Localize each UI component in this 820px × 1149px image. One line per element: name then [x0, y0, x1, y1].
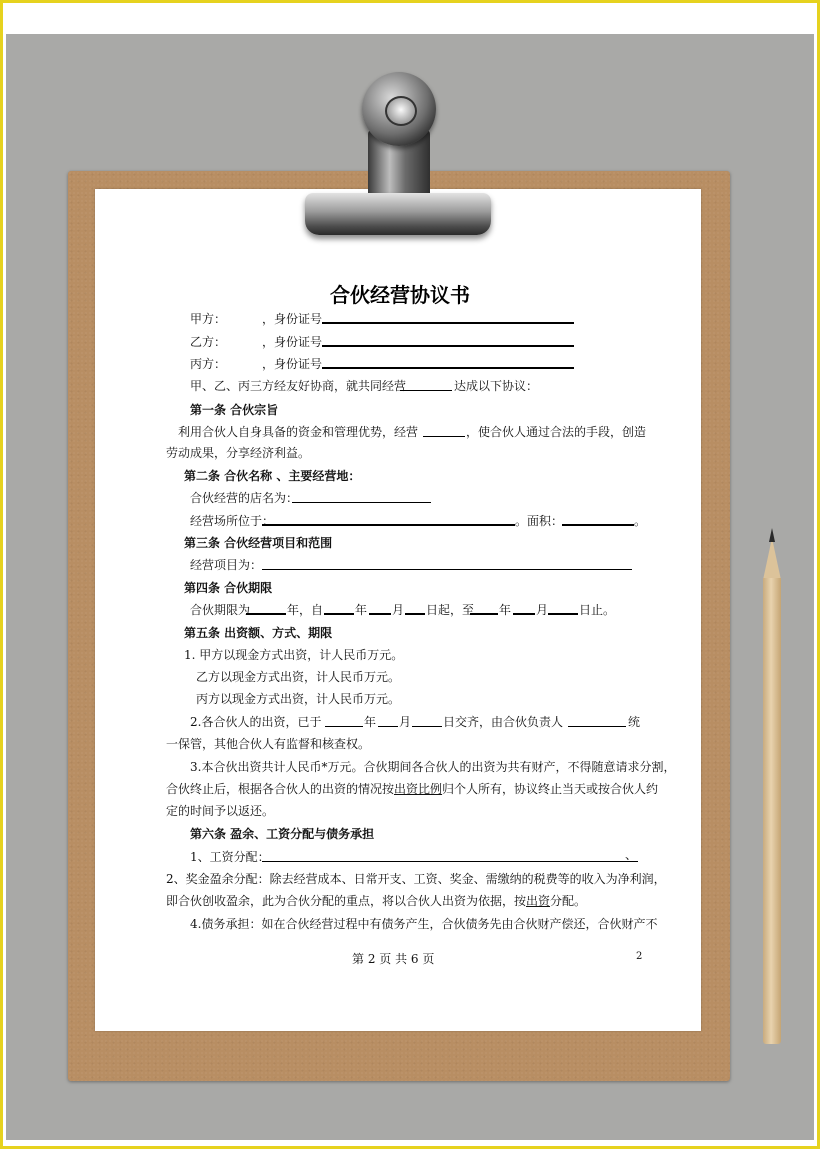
term-blank-4 [405, 613, 425, 615]
shop-name-label: 合伙经营的店名为： [190, 491, 299, 505]
intro-text: 甲、乙、丙三方经友好协商，就共同经营 [190, 379, 407, 393]
capital-blank-day [412, 726, 442, 727]
article-1-heading: 第一条 合伙宗旨 [190, 403, 279, 417]
location-blank [262, 524, 515, 526]
party-b-id-label: ，身份证号 [262, 335, 323, 349]
bonus-text-b-1: 即合伙创收盈余，此为合伙分配的重点，将以合伙人出资为依据，按 [166, 894, 527, 908]
capital-p3-a: 3.本合伙出资共计人民币*万元。合伙期间各合伙人的出资为共有财产，不得随意请求分割， [190, 760, 676, 774]
intro-blank [400, 390, 452, 391]
capital-p2-e: 统 [628, 715, 641, 729]
area-blank [562, 524, 634, 526]
party-b-id-blank [322, 345, 574, 347]
article-1-text: 利用合伙人自身具备的资金和管理优势，经营 [178, 425, 419, 439]
article-1-blank [423, 436, 465, 437]
business-items-blank [262, 569, 632, 570]
shop-name-blank [292, 502, 431, 503]
capital-p2-f: 一保管，其他合伙人有监督和核查权。 [166, 737, 371, 751]
party-a-id-blank [322, 322, 574, 324]
capital-blank-month [378, 726, 398, 727]
capital-p3-b-1: 合伙终止后，根据各合伙人的出资的情况按 [166, 782, 395, 796]
area-label: 。面积： [515, 514, 564, 528]
capital-blank-year [325, 726, 363, 727]
business-items-label: 经营项目为： [190, 558, 263, 572]
location-label: 经营场所位于： [190, 514, 275, 528]
clip-hole [385, 96, 417, 126]
bonus-text-b-underlined: 出资 [526, 894, 551, 908]
capital-p2-d: 日交齐，由合伙负责人 [443, 715, 564, 729]
article-4-heading: 第四条 合伙期限 [184, 581, 273, 595]
party-c-id-blank [322, 367, 574, 369]
debt-text: 4.债务承担：如在合伙经营过程中有债务产生，合伙债务先由合伙财产偿还，合伙财产不 [190, 917, 658, 931]
pencil-icon [761, 528, 783, 1044]
capital-line-1: 1. 甲方以现金方式出资，计人民币万元。 [184, 648, 404, 662]
page-footer: 第 2 页 共 6 页 [352, 952, 435, 966]
article-2-heading: 第二条 合伙名称 、主要经营地： [184, 469, 361, 483]
party-a-id-label: ，身份证号 [262, 312, 323, 326]
capital-p2-c: 月 [399, 715, 412, 729]
party-c-id-label: ，身份证号 [262, 357, 323, 371]
capital-p3-c: 定的时间予以返还。 [166, 804, 275, 818]
wage-end: 、 [625, 848, 638, 862]
term-blank-2 [324, 613, 354, 615]
capital-p3-b [166, 782, 658, 796]
wage-blank [262, 861, 638, 862]
article-1-text-2: 劳动成果，分享经济利益。 [166, 446, 311, 460]
term-text-3: 年 [355, 603, 368, 617]
article-5-heading: 第五条 出资额、方式、期限 [184, 626, 333, 640]
bonus-text-b-2: 分配。 [550, 894, 587, 908]
term-text-6: 年 [499, 603, 512, 617]
term-blank-5 [470, 613, 498, 615]
term-text-2: 年，自 [287, 603, 324, 617]
term-text-8: 日止。 [579, 603, 616, 617]
area-end: 。 [634, 514, 647, 528]
bonus-text-b [166, 894, 586, 908]
capital-line-2: 乙方以现金方式出资，计人民币万元。 [196, 670, 401, 684]
term-text-5: 日起，至 [426, 603, 475, 617]
wage-label: 1、工资分配： [190, 850, 270, 864]
term-text-7: 月 [536, 603, 549, 617]
capital-p2-a: 2.各合伙人的出资，已于 [190, 715, 322, 729]
term-text-1: 合伙期限为 [190, 603, 251, 617]
capital-p3-b-underlined: 出资比例 [394, 782, 443, 796]
page-number: 2 [636, 951, 643, 962]
clip-base [305, 193, 491, 235]
term-blank-1 [246, 613, 286, 615]
term-blank-7 [548, 613, 578, 615]
article-1-text-b: ，使合伙人通过合法的手段，创造 [466, 425, 647, 439]
article-3-heading: 第三条 合伙经营项目和范围 [184, 536, 333, 550]
capital-p3-b-2: 归个人所有，协议终止当天或按合伙人约 [442, 782, 659, 796]
term-blank-3 [369, 613, 391, 615]
capital-p2-b: 年 [364, 715, 377, 729]
document-title: 合伙经营协议书 [330, 283, 470, 307]
capital-blank-manager [568, 726, 626, 727]
party-c-label: 丙方： [190, 357, 227, 371]
bonus-text-a: 2、奖金盈余分配：除去经营成本、日常开支、工资、奖金、需缴纳的税费等的收入为净利润， [166, 872, 666, 886]
party-b-label: 乙方： [190, 335, 227, 349]
article-6-heading: 第六条 盈余、工资分配与债务承担 [190, 827, 375, 841]
party-a-label: 甲方： [190, 312, 227, 326]
capital-line-3: 丙方以现金方式出资，计人民币万元。 [196, 692, 401, 706]
intro-text-end: 达成以下协议： [454, 379, 539, 393]
term-blank-6 [513, 613, 535, 615]
term-text-4: 月 [392, 603, 405, 617]
